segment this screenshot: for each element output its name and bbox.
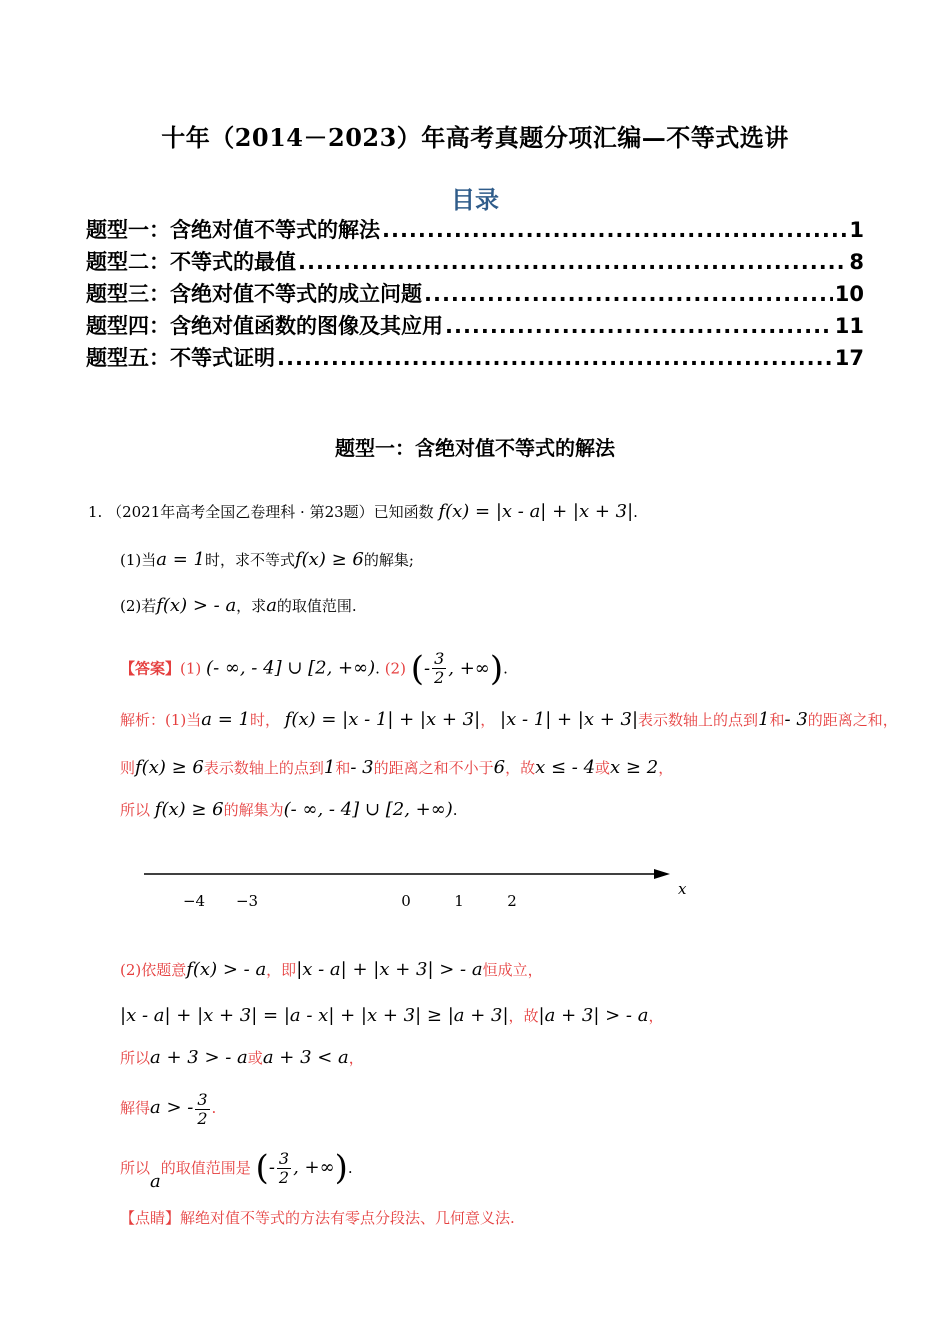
number: - 3 <box>784 709 808 730</box>
expression: |x - 1| + |x + 3| <box>500 709 639 730</box>
numerator: 3 <box>278 1148 290 1168</box>
number: - 3 <box>350 757 374 778</box>
tick-label: 2 <box>507 892 517 910</box>
text: 所以 <box>120 1159 151 1177</box>
problem-source: （2021年高考全国乙卷理科 · 第23题）已知函数 <box>107 503 434 521</box>
tick-label: −4 <box>182 892 206 910</box>
inequality: f(x) ≥ 6 <box>154 799 224 820</box>
toc-entry-label: 题型二：不等式的最值 <box>86 250 296 274</box>
variable: a <box>266 595 277 616</box>
part2-line-3 <box>120 1046 364 1070</box>
expression: |x - a| + |x + 3| > - a <box>296 959 483 980</box>
table-of-contents <box>86 214 864 374</box>
part2-line-2 <box>120 1004 663 1028</box>
toc-entry-page: 1 <box>849 218 864 242</box>
toc-leader-dots <box>424 282 833 306</box>
text: 时， <box>249 711 280 729</box>
toc-entry-label: 题型三：含绝对值不等式的成立问题 <box>86 282 422 306</box>
text: . <box>211 1099 217 1117</box>
separator: . <box>375 659 380 678</box>
denominator: 2 <box>197 1108 208 1128</box>
variable: a <box>150 1171 161 1192</box>
solution-line-3 <box>120 798 458 822</box>
text: 的距离之和， <box>807 711 898 729</box>
inequality: x ≤ - 4 <box>535 757 596 778</box>
number: 1 <box>758 709 770 730</box>
fraction <box>195 1091 209 1128</box>
toc-entry[interactable] <box>86 214 864 246</box>
text: 的解集为 <box>223 801 284 819</box>
text: ， <box>648 1007 664 1025</box>
tip-note <box>120 1206 515 1230</box>
part-label: (2) <box>384 659 406 678</box>
text: 则 <box>120 759 136 777</box>
text: , +∞ <box>448 657 490 679</box>
inequality: f(x) ≥ 6 <box>294 549 364 570</box>
denominator: 2 <box>278 1167 290 1187</box>
answer-2: (- $\frac{3}{2}$ , +∞) <box>410 648 504 689</box>
toc-entry-label: 题型一：含绝对值不等式的解法 <box>86 218 380 242</box>
axis-label: x <box>678 880 687 898</box>
text: ， <box>348 1049 364 1067</box>
part-label: (1) <box>180 659 202 678</box>
toc-leader-dots <box>382 218 847 242</box>
problem-number: 1. <box>88 503 103 521</box>
text: 的取值范围. <box>276 597 357 615</box>
toc-entry[interactable] <box>86 310 864 342</box>
part-label: (1)当 <box>120 551 157 569</box>
number-line <box>140 860 700 920</box>
arrow-right-icon <box>654 869 670 879</box>
note-text: 解绝对值不等式的方法有零点分段法、几何意义法. <box>180 1209 515 1227</box>
text: (2)依题意 <box>120 961 187 979</box>
number: 6 <box>493 757 506 778</box>
condition: a = 1 <box>201 709 250 730</box>
text: 时，求不等式 <box>204 551 295 569</box>
tick-labels <box>183 892 517 910</box>
toc-leader-dots <box>298 250 847 274</box>
text: 所以 <box>120 801 151 819</box>
text: 解得 <box>120 1099 151 1117</box>
function-definition: f(x) = |x - a| + |x + 3| <box>438 501 634 522</box>
problem-statement <box>88 500 638 524</box>
toc-entry-label: 题型五：不等式证明 <box>86 346 275 370</box>
text: 所以 <box>120 1049 151 1067</box>
toc-entry[interactable] <box>86 246 864 278</box>
inequality: a + 3 < a <box>262 1047 349 1068</box>
inequality: f(x) > - a <box>156 595 237 616</box>
toc-leader-dots <box>445 314 833 338</box>
document-title: 十年（2014－2023）年高考真题分项汇编—不等式选讲 <box>161 123 789 152</box>
problem-part-2 <box>120 594 357 618</box>
toc-entry-page: 10 <box>834 282 864 306</box>
text: 解析：(1)当 <box>120 711 202 729</box>
problem-part-1 <box>120 548 414 572</box>
toc-entry-page: 11 <box>834 314 864 338</box>
answer-label: 【答案】 <box>120 659 181 678</box>
period: . <box>347 1159 353 1177</box>
text: ， <box>658 759 674 777</box>
note-label: 【点睛】 <box>120 1209 181 1227</box>
range-interval: (- $\frac{3}{2}$ , +∞) <box>255 1148 348 1188</box>
text: ，求 <box>236 597 267 615</box>
minus-sign: - <box>268 1157 275 1178</box>
solution-line-1 <box>120 708 898 732</box>
fraction <box>277 1150 291 1187</box>
solution-set: (- ∞, - 4] ∪ [2, +∞) <box>283 799 453 820</box>
part-label: (2)若 <box>120 597 157 615</box>
answer-line <box>120 650 508 687</box>
part2-line-1 <box>120 958 543 982</box>
expression: |x - a| + |x + 3| = |a - x| + |x + 3| ≥ |a + 3| <box>120 1005 509 1026</box>
answer-1: (- ∞, - 4] ∪ [2, +∞) <box>206 657 376 679</box>
tick-label: 1 <box>454 892 464 910</box>
tick-label: 0 <box>401 892 411 910</box>
text: 的距离之和不小于 <box>373 759 494 777</box>
inequality: a + 3 > - a <box>150 1047 248 1068</box>
text: 或 <box>247 1049 263 1067</box>
minus-sign: - <box>424 657 431 679</box>
function: f(x) = |x - 1| + |x + 3| <box>284 709 481 730</box>
text: ，故 <box>508 1007 539 1025</box>
text: 表示数轴上的点到 <box>638 711 759 729</box>
toc-entry-page: 17 <box>834 346 864 370</box>
toc-entry[interactable] <box>86 278 864 310</box>
part2-line-5 <box>120 1148 353 1192</box>
tick-label: −3 <box>235 892 259 910</box>
toc-leader-dots <box>277 346 833 370</box>
number: 1 <box>323 757 336 778</box>
text: 表示数轴上的点到 <box>203 759 324 777</box>
inequality: f(x) ≥ 6 <box>135 757 204 778</box>
period: . <box>633 503 638 521</box>
text: ， <box>480 711 496 729</box>
text: ，即 <box>266 961 297 979</box>
inequality: x ≥ 2 <box>610 757 659 778</box>
toc-entry[interactable] <box>86 342 864 374</box>
text: 和 <box>769 711 785 729</box>
text: 恒成立， <box>482 961 543 979</box>
text: 的解集; <box>363 551 414 569</box>
period: . <box>503 659 508 678</box>
inequality: f(x) > - a <box>186 959 267 980</box>
expression: |a + 3| > - a <box>538 1005 649 1026</box>
numerator: 3 <box>434 649 445 668</box>
fraction <box>432 650 446 687</box>
solution-line-2 <box>120 756 673 780</box>
section-title: 题型一：含绝对值不等式的解法 <box>335 436 615 460</box>
period: . <box>452 801 458 819</box>
toc-heading: 目录 <box>451 185 499 214</box>
text: 和 <box>335 759 351 777</box>
denominator: 2 <box>434 668 445 687</box>
numerator: 3 <box>197 1089 208 1109</box>
text: ，故 <box>505 759 536 777</box>
toc-entry-label: 题型四：含绝对值函数的图像及其应用 <box>86 314 443 338</box>
text: , +∞ <box>293 1157 335 1178</box>
text: 或 <box>595 759 611 777</box>
part2-line-4 <box>120 1088 216 1128</box>
text: 的取值范围是 <box>160 1159 251 1177</box>
condition: a = 1 <box>156 549 205 570</box>
toc-entry-page: 8 <box>849 250 864 274</box>
inequality: a > - <box>150 1097 194 1118</box>
